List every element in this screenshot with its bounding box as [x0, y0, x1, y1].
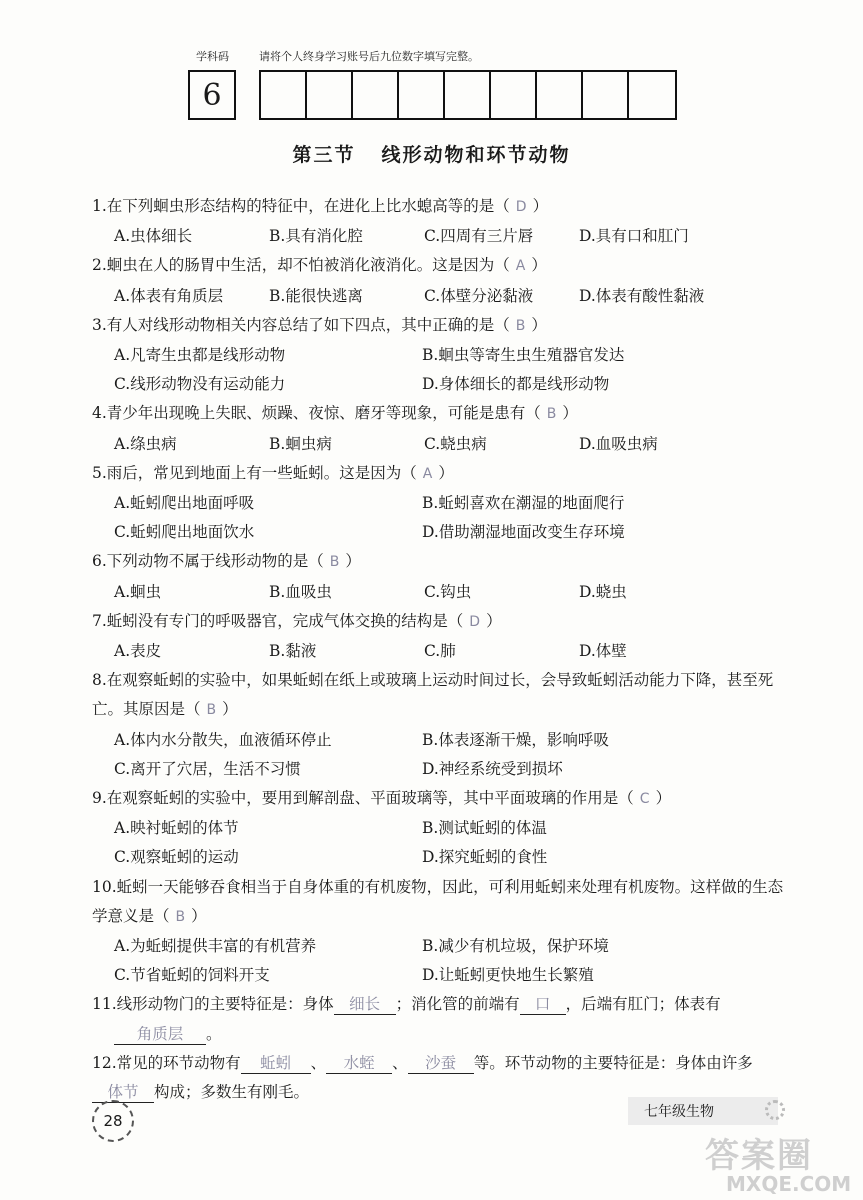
option: C.蛲虫病	[424, 434, 487, 453]
answer-mark: A	[515, 258, 526, 275]
option: B.蛔虫病	[269, 434, 332, 453]
question	[92, 784, 792, 873]
question-stem: 8.在观察蚯蚓的实验中，如果蚯蚓在纸上或玻璃上运动时间过长，会导致蚯蚓活动能力下降，甚至死亡。其原因是（	[92, 671, 774, 719]
question-stem: 2.蛔虫在人的肠胃中生活，却不怕被消化液消化。这是因为（	[92, 256, 510, 275]
option: D.借助潮湿地面改变生存环境	[422, 523, 625, 542]
option: A.凡寄生虫都是线形动物	[114, 346, 286, 365]
question-stem: 6.下列动物不属于线形动物的是（	[92, 552, 324, 571]
question	[92, 666, 792, 784]
id-digit-cell[interactable]	[261, 72, 307, 118]
option: D.体表有酸性黏液	[579, 286, 705, 305]
option: D.蛲虫	[579, 582, 627, 601]
gear-icon	[765, 1100, 785, 1120]
answer-mark: D	[469, 613, 481, 630]
option: D.血吸虫病	[579, 434, 658, 453]
option: C.四周有三片唇	[424, 227, 534, 246]
option: B.血吸虫	[269, 582, 332, 601]
option: D.神经系统受到损坏	[422, 759, 563, 778]
option: B.蛔虫等寄生虫生殖器官发达	[422, 346, 625, 365]
answer-mark: B	[206, 702, 217, 719]
question	[92, 311, 792, 400]
fill-text: 构成；多数生有刚毛。	[154, 1083, 310, 1102]
fill-text: 等。环节动物的主要特征是：身体由许多	[473, 1053, 753, 1072]
question	[92, 192, 792, 251]
stem-close: ）	[562, 404, 578, 423]
watermark-logo: 答案圈	[705, 1136, 813, 1176]
fill-blank[interactable]: 水蛭	[326, 1053, 392, 1074]
question	[92, 459, 792, 548]
option: D.体壁	[579, 642, 627, 661]
question-stem: 4.青少年出现晚上失眠、烦躁、夜惊、磨牙等现象，可能是患有（	[92, 404, 541, 423]
id-digit-cell[interactable]	[353, 72, 399, 118]
subject-code-label: 学科码	[196, 50, 229, 63]
id-digit-cell[interactable]	[307, 72, 353, 118]
question-list	[92, 192, 792, 1107]
option: A.虫体细长	[114, 227, 193, 246]
id-digit-cell[interactable]	[491, 72, 537, 118]
watermark-url: MXQE.COM	[726, 1172, 852, 1196]
option: A.蚯蚓爬出地面呼吸	[114, 494, 255, 513]
fill-blank[interactable]: 体节	[92, 1082, 154, 1103]
section-name: 线形动物和环节动物	[381, 144, 571, 166]
page-title	[0, 140, 863, 167]
stem-close: ）	[532, 197, 549, 215]
option: C.线形动物没有运动能力	[114, 375, 286, 394]
fill-blank[interactable]: 蚯蚓	[241, 1053, 311, 1074]
option: A.蛔虫	[114, 582, 162, 601]
option: B.减少有机垃圾，保护环境	[422, 937, 609, 956]
option: D.探究蚯蚓的食性	[422, 848, 548, 867]
fill-blank[interactable]: 沙蚕	[408, 1053, 474, 1074]
fill-blank[interactable]: 口	[520, 994, 566, 1015]
option: C.离开了穴居，生活不习惯	[114, 759, 301, 778]
fill-text: 。	[206, 1024, 222, 1043]
option: C.体壁分泌黏液	[424, 286, 534, 305]
answer-mark: A	[422, 465, 433, 482]
question	[92, 251, 792, 310]
option: B.测试蚯蚓的体温	[422, 819, 547, 838]
page-number: 28	[92, 1100, 134, 1142]
stem-close: ）	[531, 256, 547, 275]
fill-text: 、	[310, 1053, 327, 1072]
option: A.映衬蚯蚓的体节	[114, 819, 239, 838]
answer-mark: B	[515, 317, 526, 334]
option: C.节省蚯蚓的饲料开支	[114, 966, 270, 985]
id-instruction: 请将个人终身学习账号后九位数字填写完整。	[259, 50, 479, 63]
question-stem: 1.在下列蛔虫形态结构的特征中，在进化上比水螅高等的是（	[92, 197, 510, 215]
fill-in-question	[92, 990, 792, 1048]
option: B.体表逐渐干燥，影响呼吸	[422, 730, 609, 749]
fill-blank[interactable]: 角质层	[114, 1024, 206, 1045]
question	[92, 399, 792, 458]
option: C.蚯蚓爬出地面饮水	[114, 523, 255, 542]
option: B.能很快逃离	[269, 286, 363, 305]
answer-mark: B	[329, 554, 340, 571]
stem-close: ）	[191, 906, 207, 925]
option: A.为蚯蚓提供丰富的有机营养	[114, 937, 317, 956]
fill-text: 12.常见的环节动物有	[92, 1053, 241, 1072]
id-input-row	[259, 70, 677, 120]
answer-mark: C	[639, 791, 650, 808]
id-digit-cell[interactable]	[629, 72, 675, 118]
fill-blank[interactable]: 细长	[334, 994, 396, 1015]
option: B.黏液	[269, 642, 317, 661]
answer-mark: D	[515, 199, 527, 215]
id-digit-cell[interactable]	[445, 72, 491, 118]
question-stem: 10.蚯蚓一天能够吞食相当于自身体重的有机废物，因此，可利用蚯蚓来处理有机废物。这样做的生态学意义是（	[92, 877, 784, 925]
stem-close: ）	[345, 552, 361, 571]
option: C.观察蚯蚓的运动	[114, 848, 239, 867]
option: A.体表有角质层	[114, 286, 224, 305]
section-number: 第三节	[292, 144, 356, 166]
stem-close: ）	[438, 463, 454, 482]
stem-close: ）	[222, 700, 238, 719]
id-digit-cell[interactable]	[537, 72, 583, 118]
question-stem: 9.在观察蚯蚓的实验中，要用到解剖盘、平面玻璃等，其中平面玻璃的作用是（	[92, 789, 634, 808]
question	[92, 547, 792, 606]
fill-text: ，后端有肛门；体表有	[565, 995, 721, 1014]
stem-close: ）	[486, 611, 502, 630]
id-digit-cell[interactable]	[583, 72, 629, 118]
question	[92, 873, 792, 991]
question-stem: 3.有人对线形动物相关内容总结了如下四点，其中正确的是（	[92, 315, 510, 334]
option: D.让蚯蚓更快地生长繁殖	[422, 966, 594, 985]
question-stem: 7.蚯蚓没有专门的呼吸器官，完成气体交换的结构是（	[92, 611, 464, 630]
answer-mark: B	[546, 406, 557, 423]
id-digit-cell[interactable]	[399, 72, 445, 118]
option: A.表皮	[114, 642, 162, 661]
fill-text: ；消化管的前端有	[395, 995, 520, 1014]
question	[92, 607, 792, 666]
answer-mark: B	[175, 908, 186, 925]
question-stem: 5.雨后，常见到地面上有一些蚯蚓。这是因为（	[92, 463, 417, 482]
option: D.身体细长的都是线形动物	[422, 375, 610, 394]
book-label: 七年级生物	[628, 1097, 778, 1125]
option: D.具有口和肛门	[579, 227, 689, 246]
option: A.绦虫病	[114, 434, 177, 453]
option: A.体内水分散失，血液循环停止	[114, 730, 332, 749]
stem-close: ）	[655, 789, 672, 808]
stem-close: ）	[531, 315, 547, 334]
fill-text: 11.线形动物门的主要特征是：身体	[92, 995, 334, 1014]
option: C.钩虫	[424, 582, 472, 601]
fill-text: 、	[392, 1053, 408, 1072]
option: B.蚯蚓喜欢在潮湿的地面爬行	[422, 494, 625, 513]
option: B.具有消化腔	[269, 227, 363, 246]
option: C.肺	[424, 642, 456, 661]
subject-code-box: 6	[188, 70, 236, 120]
